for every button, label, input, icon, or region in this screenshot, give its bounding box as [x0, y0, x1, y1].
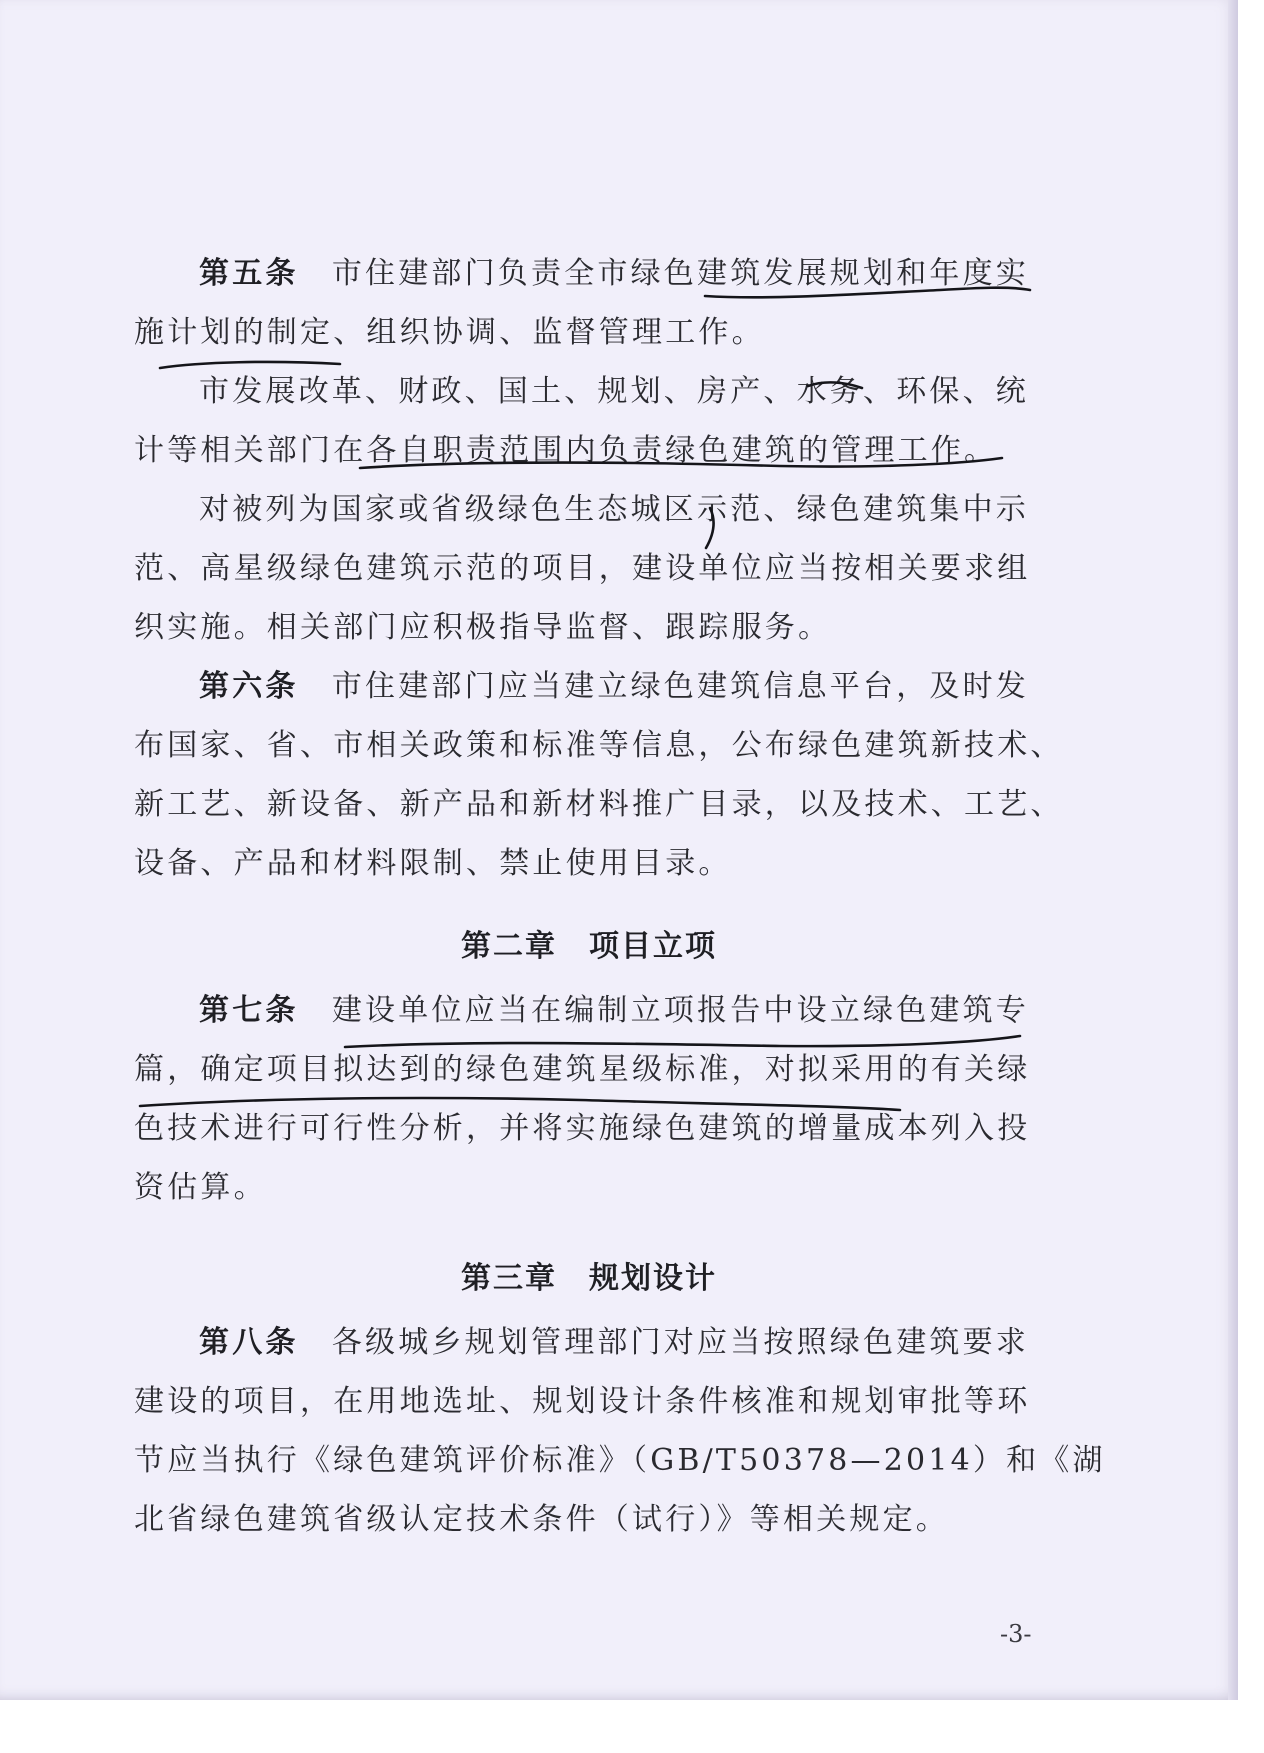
article-7-line-2: 篇，确定项目拟达到的绿色建筑星级标准，对拟采用的有关绿 [134, 1052, 1031, 1087]
article-8-label: 第八条 [199, 1325, 299, 1360]
chapter-2-heading: 第二章 项目立项 [461, 929, 717, 964]
article-6-line-2: 布国家、省、市相关政策和标准等信息，公布绿色建筑新技术、 [134, 728, 1064, 763]
article-7-line-1 [134, 981, 1044, 1040]
article-8-text-1: 各级城乡规划管理部门对应当按照绿色建筑要求 [331, 1325, 1030, 1360]
article-8-line-1 [134, 1313, 1044, 1372]
article-7-text-1: 建设单位应当在编制立项报告中设立绿色建筑专 [331, 993, 1030, 1028]
spacer [134, 893, 1044, 913]
article-7-line-3: 色技术进行可行性分析，并将实施绿色建筑的增量成本列入投 [134, 1111, 1031, 1146]
document-body [134, 244, 1106, 1549]
page-number: -3- [1000, 1620, 1032, 1648]
article-5-para-3-line-1: 对被列为国家或省级绿色生态城区示范、绿色建筑集中示 [199, 492, 1029, 527]
article-5-para-2-line-1: 市发展改革、财政、国土、规划、房产、水务、环保、统 [199, 374, 1029, 409]
page-edge-shadow [1228, 0, 1238, 1700]
article-6-line-3: 新工艺、新设备、新产品和新材料推广目录，以及技术、工艺、 [134, 787, 1064, 822]
article-7-label: 第七条 [199, 993, 299, 1028]
article-5-para-3-line-3: 织实施。相关部门应积极指导监督、跟踪服务。 [134, 610, 832, 645]
article-5-label: 第五条 [199, 256, 299, 291]
article-6-label: 第六条 [199, 669, 299, 704]
article-5-para-2-line-2: 计等相关部门在各自职责范围内负责绿色建筑的管理工作。 [134, 433, 998, 468]
article-5-para-3-line-2: 范、高星级绿色建筑示范的项目，建设单位应当按相关要求组 [134, 551, 1031, 586]
article-7-line-4: 资估算。 [134, 1170, 267, 1205]
article-5-text-1: 市住建部门负责全市绿色建筑发展规划和年度实 [331, 256, 1030, 291]
article-6-text-1: 市住建部门应当建立绿色建筑信息平台，及时发 [331, 669, 1030, 704]
article-5-line-2: 施计划的制定、组织协调、监督管理工作。 [134, 315, 765, 350]
article-6-line-1 [134, 657, 1044, 716]
article-6-line-4: 设备、产品和材料限制、禁止使用目录。 [134, 846, 732, 881]
chapter-3-heading: 第三章 规划设计 [461, 1261, 717, 1296]
article-8-line-3: 节应当执行《绿色建筑评价标准》（GB/T50378—2014）和《湖 [134, 1443, 1106, 1478]
article-8-line-4: 北省绿色建筑省级认定技术条件（试行）》等相关规定。 [134, 1502, 949, 1537]
article-8-line-2: 建设的项目，在用地选址、规划设计条件核准和规划审批等环 [134, 1384, 1031, 1419]
spacer [134, 1217, 1044, 1245]
article-5-line-1 [134, 244, 1044, 303]
